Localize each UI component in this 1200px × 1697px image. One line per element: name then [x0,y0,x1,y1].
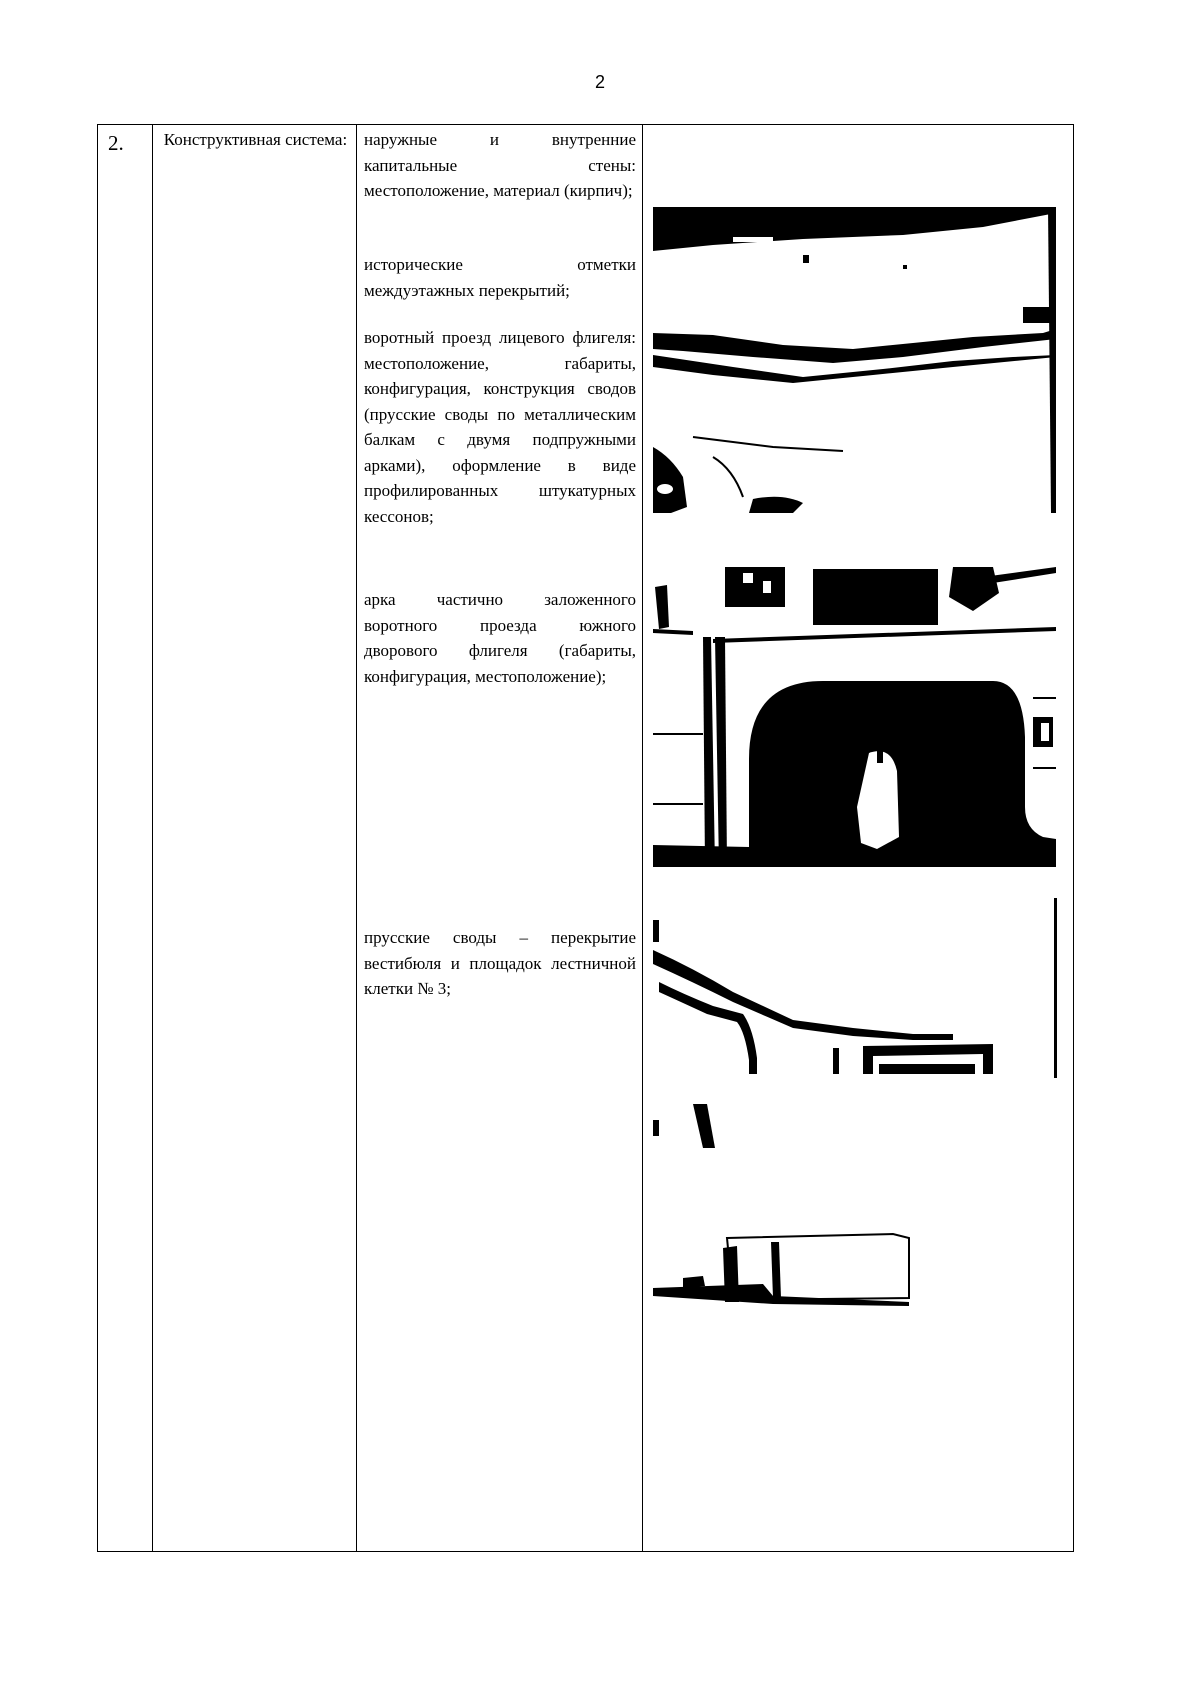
item-floor-levels: исторические отметки междуэтажных перекрытий; [364,255,636,300]
row-name: Конструктивная система: [163,130,348,149]
column-divider [356,125,357,1551]
page-number: 2 [594,72,605,92]
column-divider [152,125,153,1551]
item-walls: наружные и внутренние капитальные стены: местоположение, материал (кирпич); [364,130,636,200]
row-number: 2. [108,131,124,155]
monument-subject-table [97,124,1074,1552]
south-arch-photo [653,567,1056,867]
column-divider [642,125,643,1551]
gateway-vault-photo [653,207,1056,513]
item-gateway-vaults: воротный проезд лицевого флигеля: местоположение, габариты, конфигурация, конструкция сводов (прусские своды по металлическим балкам с двумя подпружными арками), оформление в виде профилированных штукатурных кессонов; [364,328,636,526]
item-south-arch: арка частично заложенного воротного проезда южного дворового флигеля (габариты, конфигурация, местоположение); [364,590,636,686]
item-prussian-vaults: прусские своды – перекрытие вестибюля и площадок лестничной клетки № 3; [364,928,636,998]
prussian-vaults-photo [653,898,1058,1333]
